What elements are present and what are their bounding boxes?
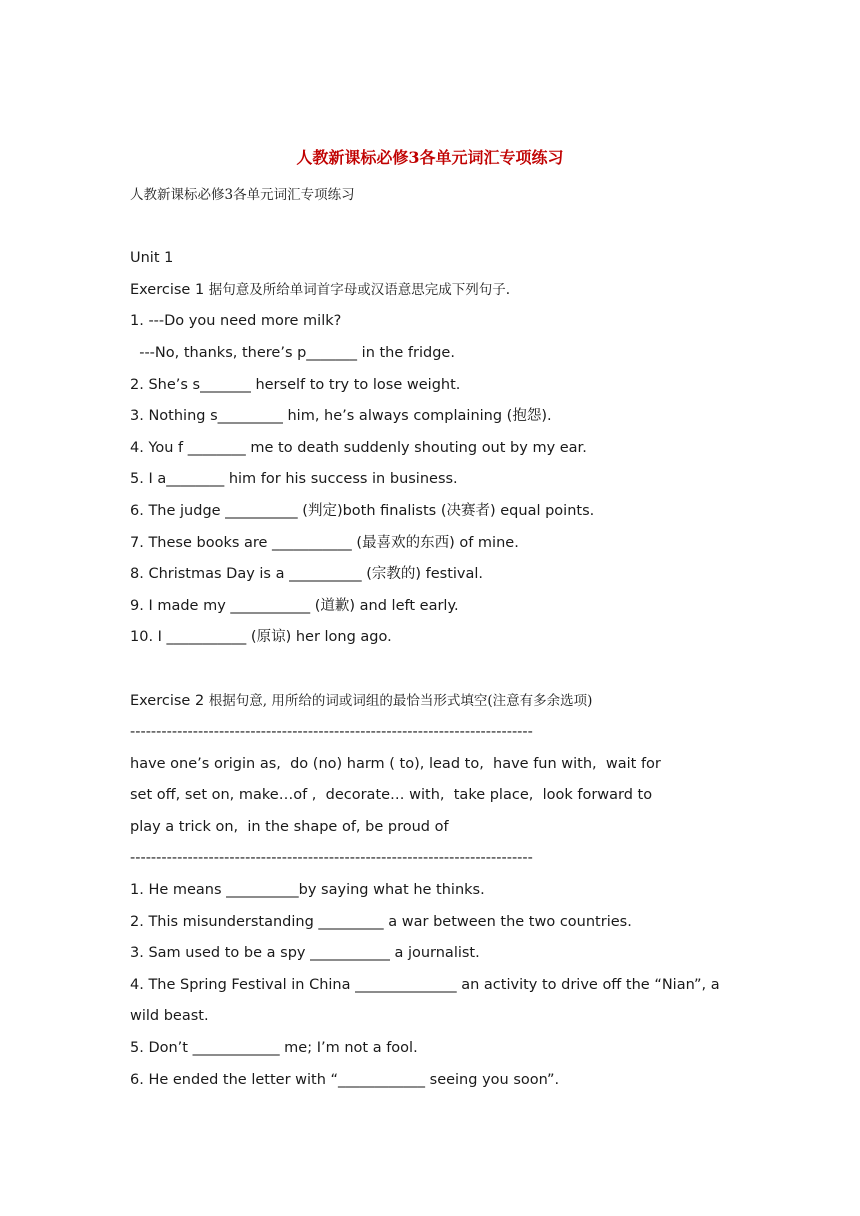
exercise-1-item: 6. The judge __________ (判定)both finalists (决赛者) equal points.: [130, 502, 595, 519]
exercise-1-item: 7. These books are ___________ (最喜欢的东西) of mine.: [130, 534, 519, 551]
exercise-2-item: 3. Sam used to be a spy ___________ a journalist.: [130, 945, 480, 962]
exercise-2-item: 2. This misunderstanding _________ a war between the two countries.: [130, 913, 632, 930]
exercise-2-item: 5. Don’t ____________ me; I’m not a fool.: [130, 1040, 418, 1057]
exercise-1-item: 10. I ___________ (原谅) her long ago.: [130, 629, 392, 646]
exercise-1-label: Exercise 1: [130, 281, 205, 298]
exercise-1-heading: [130, 275, 750, 307]
exercise-1-item: 5. I a________ him for his success in business.: [130, 471, 458, 488]
document-title: 人教新课标必修3各单元词汇专项练习: [296, 148, 564, 167]
exercise-2-instruction: 根据句意, 用所给的词或词组的最恰当形式填空(注意有多余选项): [208, 692, 593, 709]
exercise-2-heading: [130, 686, 750, 718]
phrase-bank-line: have one’s origin as, do (no) harm ( to), lead to, have fun with, wait for: [130, 755, 661, 772]
exercise-2-item: 1. He means __________by saying what he thinks.: [130, 882, 485, 899]
exercise-2-item: 6. He ended the letter with “____________ seeing you soon”.: [130, 1071, 560, 1088]
spacer: [130, 212, 750, 244]
exercise-2-item: 4. The Spring Festival in China ______________ an activity to drive off the “Nian”, a wild beast.: [130, 976, 720, 1025]
exercise-1-item: 1. ---Do you need more milk?: [130, 313, 342, 330]
unit-heading: Unit 1: [130, 250, 174, 267]
phrase-bank-line: play a trick on, in the shape of, be proud of: [130, 818, 449, 835]
exercise-2-label: Exercise 2: [130, 692, 205, 709]
exercise-1-item: 4. You f ________ me to death suddenly shouting out by my ear.: [130, 439, 587, 456]
phrase-bank-line: set off, set on, make…of , decorate… with, take place, look forward to: [130, 787, 653, 804]
exercise-1-item: 3. Nothing s_________ him, he’s always complaining (抱怨).: [130, 408, 552, 425]
document-body: [130, 180, 750, 1096]
divider-top: -----------------------------------------------------------------------------: [130, 724, 533, 741]
exercise-1-item: 9. I made my ___________ (道歉) and left early.: [130, 597, 459, 614]
exercise-1-item: 8. Christmas Day is a __________ (宗教的) festival.: [130, 566, 484, 583]
exercise-1-item: 2. She’s s_______ herself to try to lose weight.: [130, 376, 461, 393]
spacer: [130, 654, 750, 686]
exercise-1-instruction: 据句意及所给单词首字母或汉语意思完成下列句子.: [208, 281, 511, 298]
divider-bottom: -----------------------------------------------------------------------------: [130, 850, 533, 867]
exercise-1-item: ---No, thanks, there’s p_______ in the fridge.: [130, 344, 455, 361]
document-subtitle: 人教新课标必修3各单元词汇专项练习: [130, 187, 355, 203]
